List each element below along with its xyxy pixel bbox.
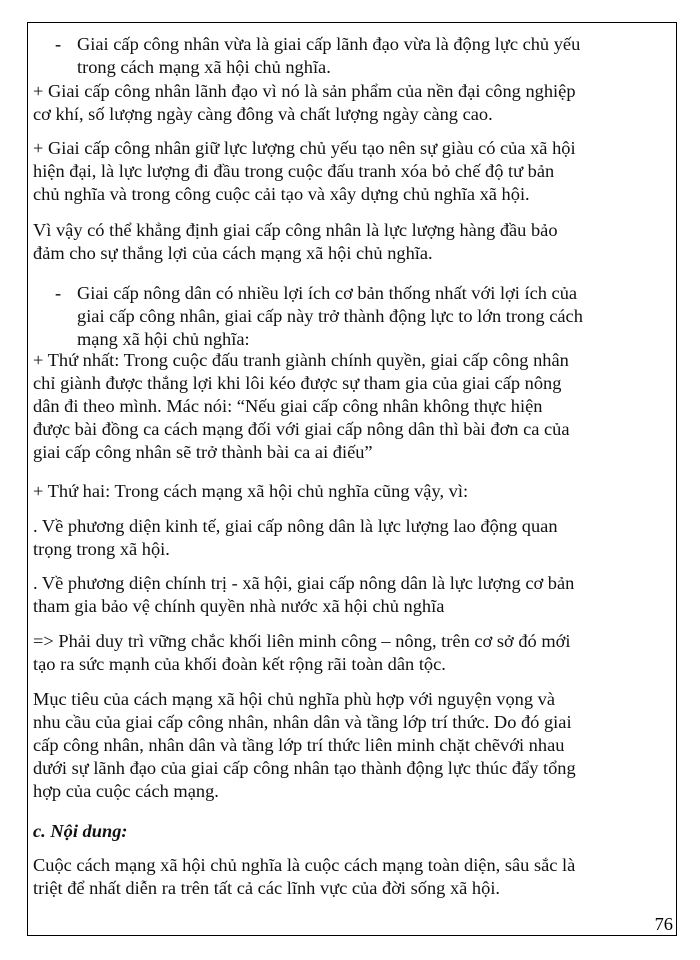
paragraph-content [33, 854, 673, 900]
text-line: Giai cấp nông dân có nhiều lợi ích cơ bản thống nhất với lợi ích của [77, 283, 578, 303]
paragraph-political [33, 572, 673, 618]
paragraph-conclusion [33, 219, 673, 265]
text-line: Vì vậy có thể khẳng định giai cấp công nhân là lực lượng hàng đầu bảo [33, 220, 558, 240]
text-line: nhu cầu của giai cấp công nhân, nhân dân và tầng lớp trí thức. Do đó giai [33, 712, 572, 732]
text-line: + Giai cấp công nhân lãnh đạo vì nó là sản phẩm của nền đại công nghiệp [33, 81, 576, 101]
text-line: + Giai cấp công nhân giữ lực lượng chủ yếu tạo nên sự giàu có của xã hội [33, 138, 576, 158]
text-line: tham gia bảo vệ chính quyền nhà nước xã hội chủ nghĩa [33, 596, 445, 616]
text-line: giai cấp công nhân sẽ trở thành bài ca ai điếu” [33, 442, 373, 462]
paragraph-alliance [33, 630, 673, 676]
paragraph-economic [33, 515, 673, 561]
text-line: trọng trong xã hội. [33, 539, 170, 559]
text-line: Cuộc cách mạng xã hội chủ nghĩa là cuộc cách mạng toàn diện, sâu sắc là [33, 855, 576, 875]
text-line: cấp công nhân, nhân dân và tầng lớp trí thức liên minh chặt chẽvới nhau [33, 735, 565, 755]
paragraph-goal [33, 688, 673, 803]
paragraph-second-reason [33, 480, 673, 503]
text-line: chỉ giành được thắng lợi khi lôi kéo được sự tham gia của giai cấp nông [33, 373, 562, 393]
text-line: Giai cấp công nhân vừa là giai cấp lãnh đạo vừa là động lực chủ yếu [77, 34, 581, 54]
paragraph-main-force [33, 137, 673, 206]
bullet-dash: - [55, 283, 62, 303]
text-line: + Thứ nhất: Trong cuộc đấu tranh giành chính quyền, giai cấp công nhân [33, 350, 569, 370]
bullet-dash: - [55, 34, 62, 54]
paragraph-leadership [33, 80, 673, 126]
text-line: Mục tiêu của cách mạng xã hội chủ nghĩa phù hợp với nguyện vọng và [33, 689, 555, 709]
text-line: + Thứ hai: Trong cách mạng xã hội chủ nghĩa cũng vậy, vì: [33, 481, 469, 501]
bullet-text [77, 33, 677, 79]
text-line: . Về phương diện chính trị - xã hội, giai cấp nông dân là lực lượng cơ bản [33, 573, 575, 593]
text-line: tạo ra sức mạnh của khối đoàn kết rộng rãi toàn dân tộc. [33, 654, 446, 674]
text-line: => Phải duy trì vững chắc khối liên minh công – nông, trên cơ sở đó mới [33, 631, 571, 651]
text-line: chủ nghĩa và trong công cuộc cải tạo và xây dựng chủ nghĩa xã hội. [33, 184, 530, 204]
text-line: đảm cho sự thắng lợi của cách mạng xã hội chủ nghĩa. [33, 243, 433, 263]
bullet-item-peasant-class [33, 282, 673, 351]
text-line: hợp của cuộc cách mạng. [33, 781, 219, 801]
text-line: được bài đồng ca cách mạng đối với giai cấp nông dân thì bài đơn ca của [33, 419, 570, 439]
text-line: giai cấp công nhân, giai cấp này trở thành động lực to lớn trong cách [77, 306, 583, 326]
text-line: mạng xã hội chủ nghĩa: [77, 329, 250, 349]
text-line: . Về phương diện kinh tế, giai cấp nông dân là lực lượng lao động quan [33, 516, 558, 536]
text-line: hiện đại, là lực lượng đi đầu trong cuộc đấu tranh xóa bỏ chế độ tư bản [33, 161, 555, 181]
bullet-text [77, 282, 677, 351]
text-line: trong cách mạng xã hội chủ nghĩa. [77, 57, 331, 77]
text-line: cơ khí, số lượng ngày càng đông và chất lượng ngày càng cao. [33, 104, 493, 124]
page-number: 76 [654, 914, 673, 934]
text-line: dân đi theo mình. Mác nói: “Nếu giai cấp công nhân không thực hiện [33, 396, 543, 416]
paragraph-first-reason [33, 349, 673, 464]
text-line: dưới sự lãnh đạo của giai cấp công nhân tạo thành động lực thúc đẩy tổng [33, 758, 576, 778]
text-line: triệt để nhất diễn ra trên tất cả các lĩnh vực của đời sống xã hội. [33, 878, 501, 898]
section-heading: c. Nội dung: [33, 821, 128, 841]
